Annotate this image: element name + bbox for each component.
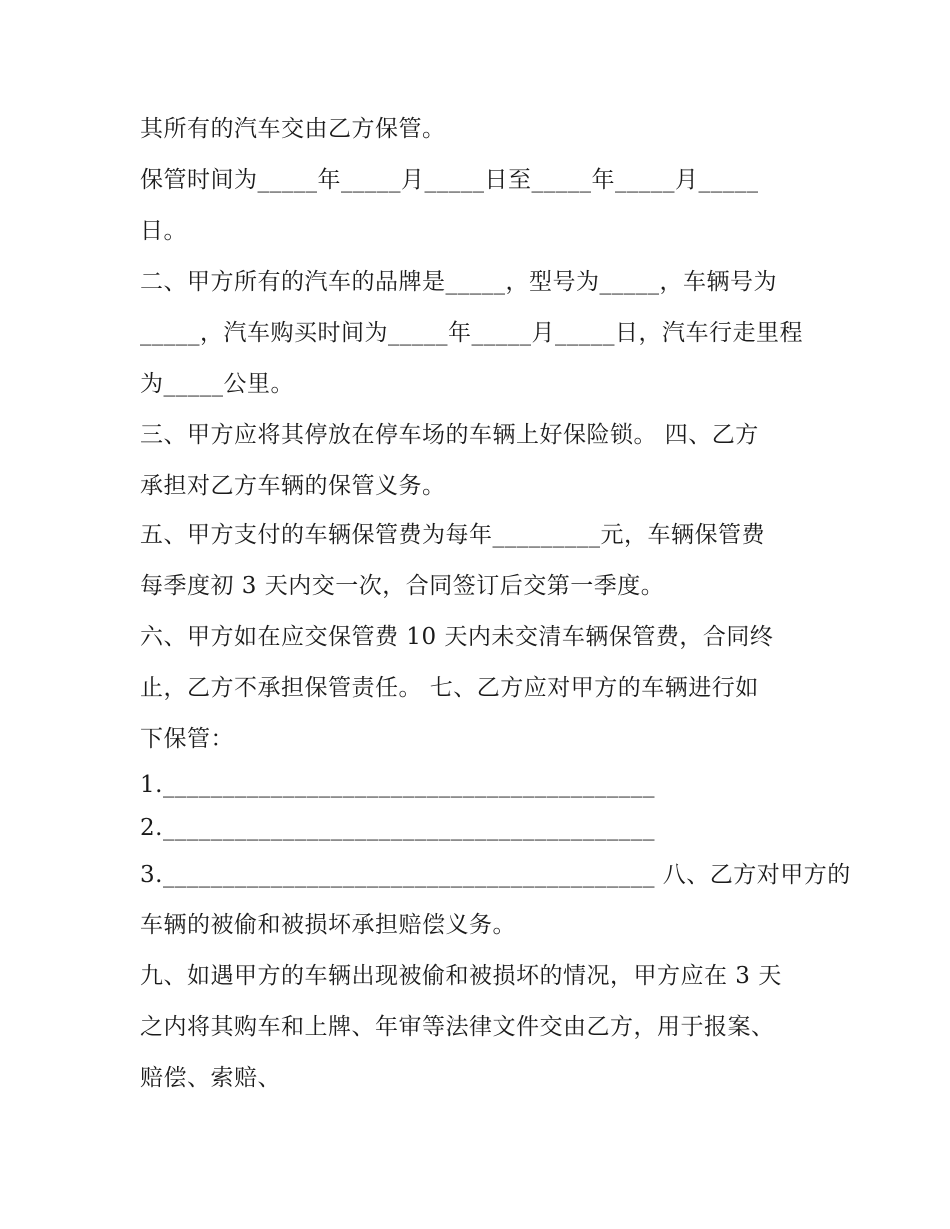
text-line-20: 赔偿、索赔、 <box>140 1065 281 1091</box>
text-line-12: 止，乙方不承担保管责任。 七、乙方应对甲方的车辆进行如 <box>140 675 759 701</box>
text-line-15: 2._________________________________________ <box>140 815 655 841</box>
text-line-6: 为_____公里。 <box>140 371 294 397</box>
text-line-13: 下保管： <box>140 726 234 752</box>
text-line-14: 1._________________________________________ <box>140 772 655 798</box>
text-line-7: 三、甲方应将其停放在停车场的车辆上好保险锁。 四、乙方 <box>140 422 759 448</box>
text-line-8: 承担对乙方车辆的保管义务。 <box>140 473 446 499</box>
text-line-18: 九、如遇甲方的车辆出现被偷和被损坏的情况，甲方应在 3 天 <box>140 963 782 989</box>
text-line-17: 车辆的被偷和被损坏承担赔偿义务。 <box>140 912 516 938</box>
text-line-2: 保管时间为_____年_____月_____日至_____年_____月_____ <box>140 167 759 193</box>
text-line-19: 之内将其购车和上牌、年审等法律文件交由乙方，用于报案、 <box>140 1014 775 1040</box>
text-line-4: 二、甲方所有的汽车的品牌是_____，型号为_____，车辆号为 <box>140 269 777 295</box>
text-line-1: 其所有的汽车交由乙方保管。 <box>140 116 446 142</box>
text-line-5: _____，汽车购买时间为_____年_____月_____日，汽车行走里程 <box>140 320 803 346</box>
text-line-10: 每季度初 3 天内交一次，合同签订后交第一季度。 <box>140 573 665 599</box>
text-line-9: 五、甲方支付的车辆保管费为每年_________元，车辆保管费 <box>140 522 765 548</box>
text-line-16: 3._________________________________________ 八、乙方对甲方的 <box>140 862 851 888</box>
text-line-3: 日。 <box>140 218 187 244</box>
text-line-11: 六、甲方如在应交保管费 10 天内未交清车辆保管费，合同终 <box>140 624 774 650</box>
